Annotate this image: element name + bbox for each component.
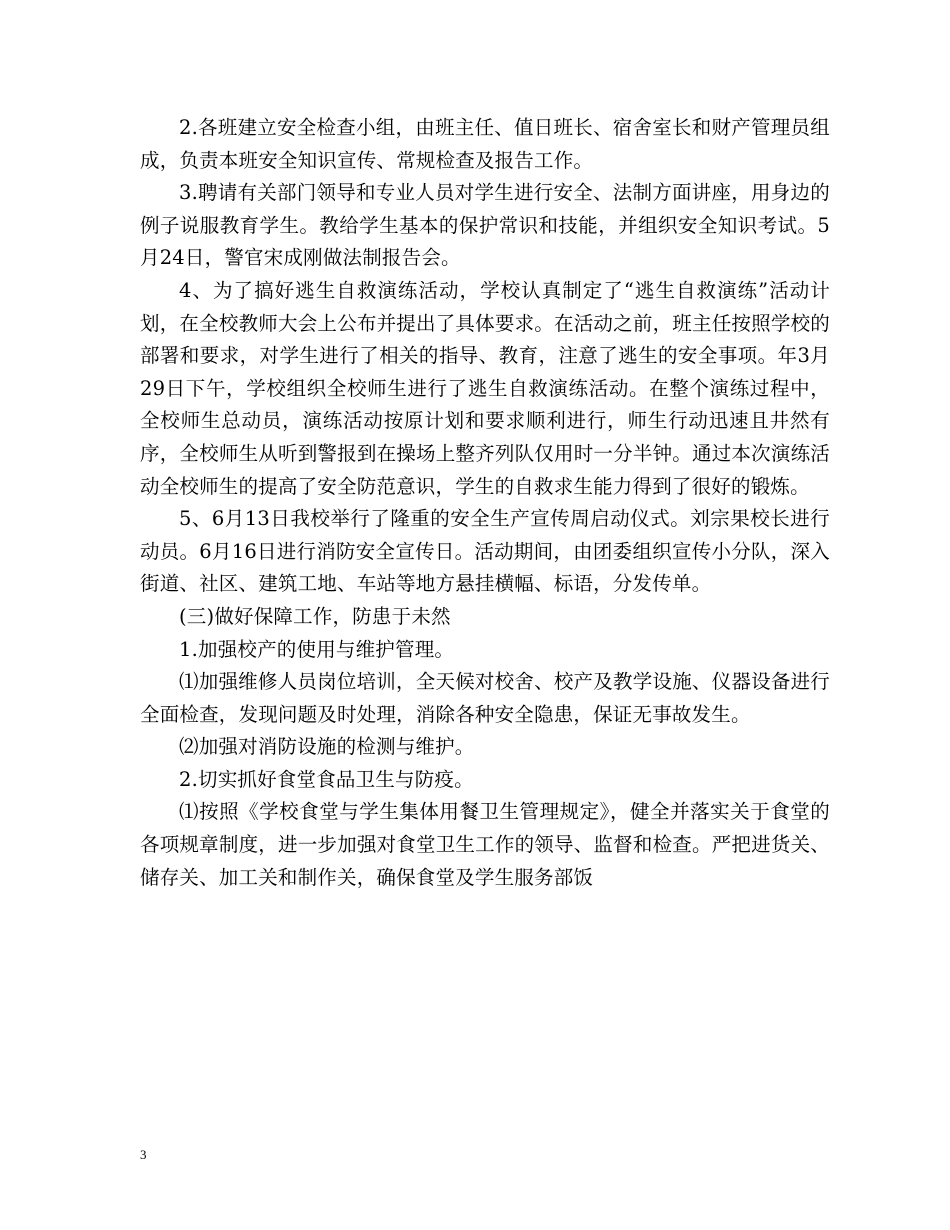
paragraph-lectures: 3.聘请有关部门领导和专业人员对学生进行安全、法制方面讲座，用身边的例子说服教育学生。教给学生基本的保护常识和技能，并组织安全知识考试。5月24日，警官宋成刚做法制报告会。 xyxy=(140,181,830,270)
section-heading-guarantee: (三)做好保障工作，防患于未然 xyxy=(179,604,451,628)
paragraph-escape-drill: 4、为了搞好逃生自救演练活动，学校认真制定了“逃生自救演练”活动计划，在全校教师大会上公布并提出了具体要求。在活动之前，班主任按照学校的部署和要求，对学生进行了相关的指导、教育，注意了逃生的安全事项。年3月29日下午，学校组织全校师生进行了逃生自救演练活动。在整个演练过程中，全校师生总动员，演练活动按原计划和要求顺利进行，师生行动迅速且井然有序，全校师生从听到警报到在操场上整齐列队仅用时一分半钟。通过本次演练活动全校师生的提高了安全防范意识，学生的自救求生能力得到了很好的锻炼。 xyxy=(140,278,830,498)
paragraph-safety-check-group: 2.各班建立安全检查小组，由班主任、值日班长、宿舍室长和财产管理员组成，负责本班安全知识宣传、常规检查及报告工作。 xyxy=(140,116,830,172)
subheading-canteen-hygiene: 2.切实抓好食堂食品卫生与防疫。 xyxy=(179,767,474,791)
paragraph-canteen-rules: ⑴按照《学校食堂与学生集体用餐卫生管理规定》，健全并落实关于食堂的各项规章制度，进一步加强对食堂卫生工作的领导、监督和检查。严把进货关、储存关、加工关和制作关，确保食堂及学生服务部饭 xyxy=(140,800,830,889)
paragraph-fire-facilities: ⑵加强对消防设施的检测与维护。 xyxy=(179,735,475,759)
document-body xyxy=(140,112,830,894)
paragraph-maintenance-training: ⑴加强维修人员岗位培训，全天候对校舍、校产及教学设施、仪器设备进行全面检查，发现问题及时处理，消除各种安全隐患，保证无事故发生。 xyxy=(140,670,830,726)
subheading-school-property: 1.加强校产的使用与维护管理。 xyxy=(179,637,455,661)
paragraph-safety-week: 5、6月13日我校举行了隆重的安全生产宣传周启动仪式。刘宗果校长进行动员。6月16日进行消防安全宣传日。活动期间，由团委组织宣传小分队，深入街道、社区、建筑工地、车站等地方悬挂横幅、标语，分发传单。 xyxy=(140,507,830,596)
page-number: 3 xyxy=(140,1147,147,1162)
